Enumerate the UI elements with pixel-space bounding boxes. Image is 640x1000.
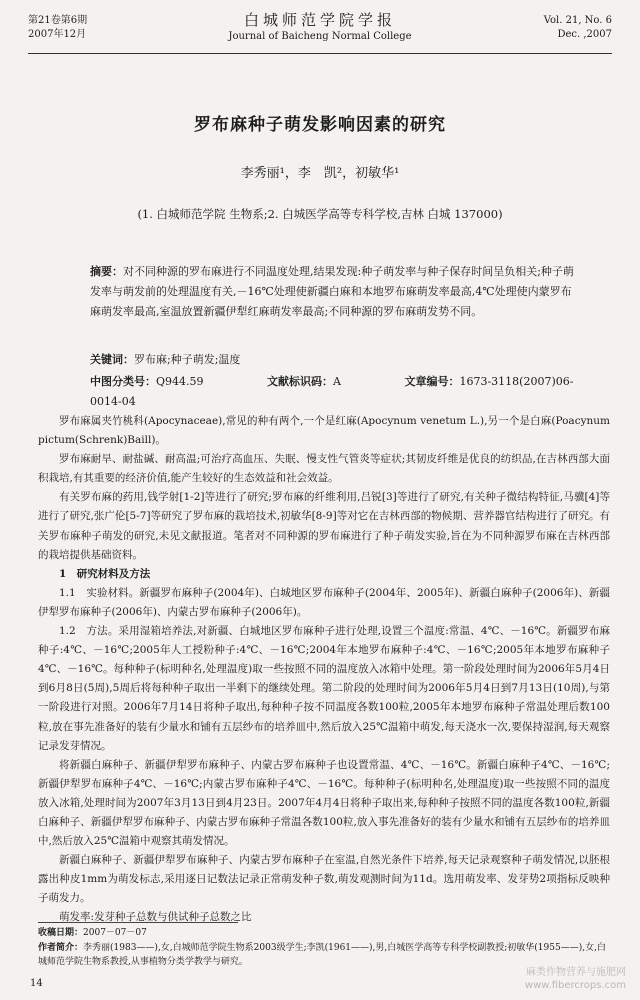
footnote-author	[38, 941, 610, 969]
abstract	[90, 262, 580, 322]
issue-date: 2007年12月	[28, 29, 87, 40]
author-bio-label: 作者简介：	[38, 943, 84, 953]
volume-info-en	[544, 14, 612, 42]
paper-body	[38, 412, 610, 928]
watermark-line: 麻类作物营养与施肥网	[526, 967, 626, 978]
footnote-rule	[38, 922, 238, 923]
received-label: 收稿日期：	[38, 928, 84, 938]
clc-label: 中图分类号：	[90, 375, 156, 388]
doc-label: 文献标识码：	[267, 375, 334, 388]
journal-header	[28, 8, 612, 56]
body-paragraph: 将新疆白麻种子、新疆伊犁罗布麻种子、内蒙古罗布麻种子也设置常温、4℃、－16℃。新疆白麻种子4℃、－16℃;新疆伊犁罗布麻种子4℃、－16℃;内蒙古罗布麻种子4℃、－16℃。每种种子(标明种名,处理温度)取一些按照不同的温度放入冰箱,处理时间为2007年3月13日到4月23日。2007年4月4日将种子取出来,每种种子按照不同的温度各数100粒,新疆白麻种子、新疆伊犁罗布麻种子、内蒙古罗布麻种子常温各数100粒,放入事先准备好的装有少量水和铺有五层纱布的培养皿中,然后放入25℃温箱中观察其萌发情况。	[38, 758, 610, 848]
page-number: 14	[30, 978, 43, 989]
journal-name-cn: 白城师范学院学报	[243, 11, 396, 29]
journal-name-en: Journal of Baicheng Normal College	[228, 31, 412, 42]
volume-issue-en: Vol. 21, No. 6	[543, 15, 612, 26]
abstract-text: 对不同种源的罗布麻进行不同温度处理,结果发现:种子萌发率与种子保存时间呈负相关;种子萌发率与萌发前的处理温度有关,－16℃处理使新疆白麻和本地罗布麻萌发率最高,4℃处理使内蒙罗布麻萌发率最高,室温放置新疆伊犁红麻萌发率最高;不同种源的罗布麻萌发势不同。	[90, 265, 574, 318]
body-paragraph: 罗布麻耐旱、耐盐碱、耐高温;可治疗高血压、失眠、慢支性气管炎等症状;其韧皮纤维是优良的纺织品,在吉林西部大面积栽培,有其重要的经济价值,能产生较好的生态效益和社会效益。	[38, 453, 610, 485]
watermark-line: www.fibercrops.com	[524, 980, 626, 991]
watermark	[525, 966, 626, 992]
abstract-label: 摘要：	[90, 265, 123, 278]
header-rule	[28, 53, 612, 54]
keywords-label: 关键词：	[90, 353, 134, 366]
body-paragraph: 新疆白麻种子、新疆伊犁罗布麻种子、内蒙古罗布麻种子在室温,自然光条件下培养,每天记录观察种子萌发情况,以胚根露出种皮1mm为萌发标志,采用逐日记数法记录正常萌发种子数,萌发观测时间为11d。选用萌发率、发芽势2项指标反映种子萌发力。	[38, 854, 610, 905]
author-affiliation: (1. 白城师范学院 生物系;2. 白城医学高等专科学校,吉林 白城 137000)	[137, 207, 503, 221]
article-value: 1673-3118(2007)06-0014-04	[90, 375, 574, 408]
doc-value: A	[333, 375, 341, 388]
doc-code	[267, 375, 371, 388]
body-paragraph: 有关罗布麻的药用,钱学射[1-2]等进行了研究;罗布麻的纤维利用,吕锐[3]等进行了研究,有关种子微结构特征,马骥[4]等进行了研究,张广伦[5-7]等研究了罗布麻的栽培技术,初敏华[8-9]等对它在吉林西部的物候期、营养器官结构进行了研究。有关罗布麻种子萌发的研究,未见文献报道。笔者对不同种源的罗布麻进行了种子萌发实验,旨在为不同种源罗布麻在吉林西部的栽培提供基础资料。	[38, 491, 610, 561]
received-date: 2007－07－07	[83, 928, 147, 938]
body-paragraph: 1.1 实验材料。新疆罗布麻种子(2004年)、白城地区罗布麻种子(2004年、2005年)、新疆白麻种子(2006年)、新疆伊犁罗布麻种子(2006年)、内蒙古罗布麻种子(2006年)。	[38, 586, 610, 618]
article-label: 文章编号：	[404, 375, 460, 388]
author-bio-text: 李秀丽(1983——),女,白城师范学院生物系2003级学生;李凯(1961——),男,白城医学高等专科学校副教授;初敏华(1955——),女,白城师范学院生物系教授,从事植物分类学教学与研究。	[38, 943, 606, 967]
journal-name	[28, 10, 612, 44]
volume-issue: 第21卷第6期	[28, 15, 88, 26]
footnote-received	[38, 926, 610, 940]
body-paragraph: 萌发率:发芽种子总数与供试种子总数之比	[59, 911, 252, 924]
clc-value: Q944.59	[156, 375, 204, 388]
body-paragraph: 1.2 方法。采用湿箱培养法,对新疆、白城地区罗布麻种子进行处理,设置三个温度:常温、4℃、－16℃。新疆罗布麻种子:4℃、－16℃;2005年人工授粉种子:4℃、－16℃;2004年本地罗布麻种子:4℃、－16℃;2005年本地罗布麻种子4℃、－16℃。每种种子(标明种名,处理温度)取一些按照不同的温度放入冰箱中处理。第一阶段处理时间为2006年5月4日到6月8日(5周),5周后将每种种子取出一半剩下的继续处理。第二阶段的处理时间为2006年5月4日到7月13日(10周),与第一阶段进行对照。2006年7月14日将种子取出,每种种子按不同温度各数100粒,2005年本地罗布麻种子常温处理后数100粒,放在事先准备好的装有少量水和铺有五层纱布的培养皿中,然后放入25℃温箱中萌发,每天浇水一次,要保持湿润,每天观察记录发芽情况。	[38, 625, 610, 752]
keywords-text: 罗布麻;种子萌发;温度	[134, 353, 241, 366]
issue-date-en: Dec. ,2007	[557, 29, 612, 40]
paper-authors: 李秀丽¹，李 凯²，初敏华¹	[240, 166, 400, 181]
paper-title: 罗布麻种子萌发影响因素的研究	[194, 115, 446, 135]
classification-line	[90, 372, 580, 412]
keywords	[90, 350, 580, 370]
clc-number	[90, 375, 234, 388]
body-paragraph: 罗布麻属夹竹桃科(Apocynaceae),常见的种有两个,一个是红麻(Apocynum venetum L.),另一个是白麻(Poacynum pictum(Schrenk)Baill)。	[38, 415, 610, 447]
section-heading: 1 研究材料及方法	[59, 567, 151, 580]
